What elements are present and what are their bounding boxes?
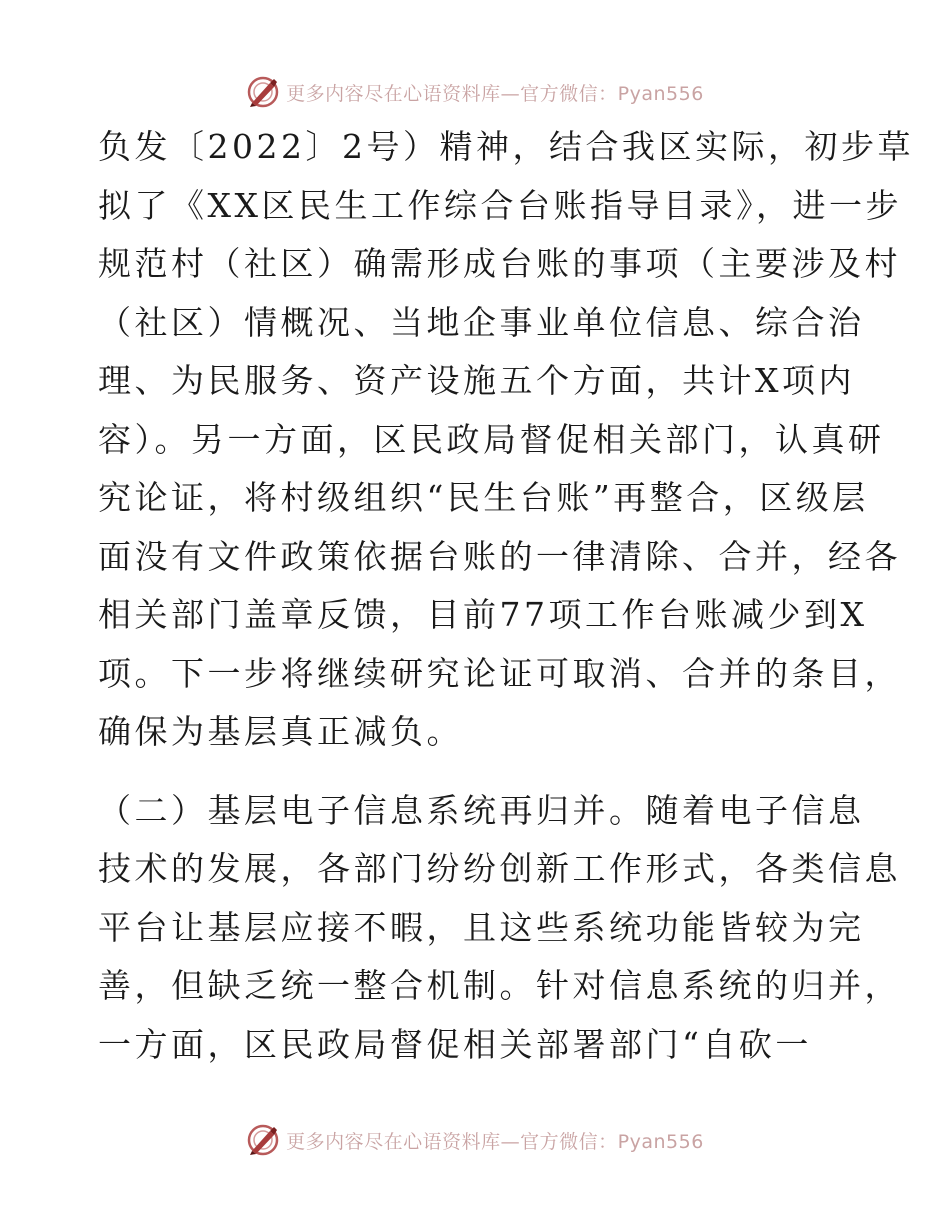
text-line: 项。下一步将继续研究论证可取消、合并的条目， xyxy=(98,653,901,693)
text-line: 一方面，区民政局督促相关部署部门“自砍一 xyxy=(98,1024,812,1064)
wechat-id: Pyan556 xyxy=(617,1130,704,1153)
watermark-content xyxy=(246,75,704,109)
text-line: （二）基层电子信息系统再归并。随着电子信息 xyxy=(98,790,865,830)
pen-circle-logo-icon xyxy=(246,75,280,109)
text-line: 规范村（社区）确需形成台账的事项（主要涉及村 xyxy=(98,244,901,283)
text-line: 相关部门盖章反馈，目前77项工作台账减少到X xyxy=(98,595,868,634)
paragraph-2 xyxy=(98,782,901,1075)
text-line: 平台让基层应接不暇，且这些系统功能皆较为完 xyxy=(98,907,865,947)
text-line: （社区）情概况、当地企事业单位信息、综合治 xyxy=(98,302,865,342)
paragraph-1 xyxy=(98,118,914,762)
watermark-banner-bottom xyxy=(0,1120,950,1160)
document-body xyxy=(98,118,914,1074)
watermark-content xyxy=(246,1123,704,1157)
text-line: 善，但缺乏统一整合机制。针对信息系统的归并， xyxy=(98,966,901,1005)
watermark-banner-top xyxy=(0,72,950,112)
text-line: 理、为民服务、资产设施五个方面，共计X项内 xyxy=(98,361,855,400)
wechat-id: Pyan556 xyxy=(617,82,704,105)
paragraph-spacing xyxy=(98,762,858,782)
text-line: 负发〔2022〕2号）精神，结合我区实际，初步草 xyxy=(98,127,914,166)
text-line: 技术的发展，各部门纷纷创新工作形式，各类信息 xyxy=(98,849,901,888)
text-line: 究论证，将村级组织“民生台账”再整合，区级层 xyxy=(98,478,869,517)
text-line: 面没有文件政策依据台账的一律清除、合并，经各 xyxy=(98,536,901,576)
pen-circle-logo-icon xyxy=(246,1123,280,1157)
text-line: 容）。另一方面，区民政局督促相关部门，认真研 xyxy=(98,419,885,459)
text-line: 拟了《XX区民生工作综合台账指导目录》，进一步 xyxy=(98,185,902,225)
watermark-text: 更多内容尽在心语资料库—官方微信：Pyan556 xyxy=(286,1130,704,1153)
text-line: 确保为基层真正减负。 xyxy=(98,712,463,751)
watermark-text: 更多内容尽在心语资料库—官方微信：Pyan556 xyxy=(286,82,704,105)
